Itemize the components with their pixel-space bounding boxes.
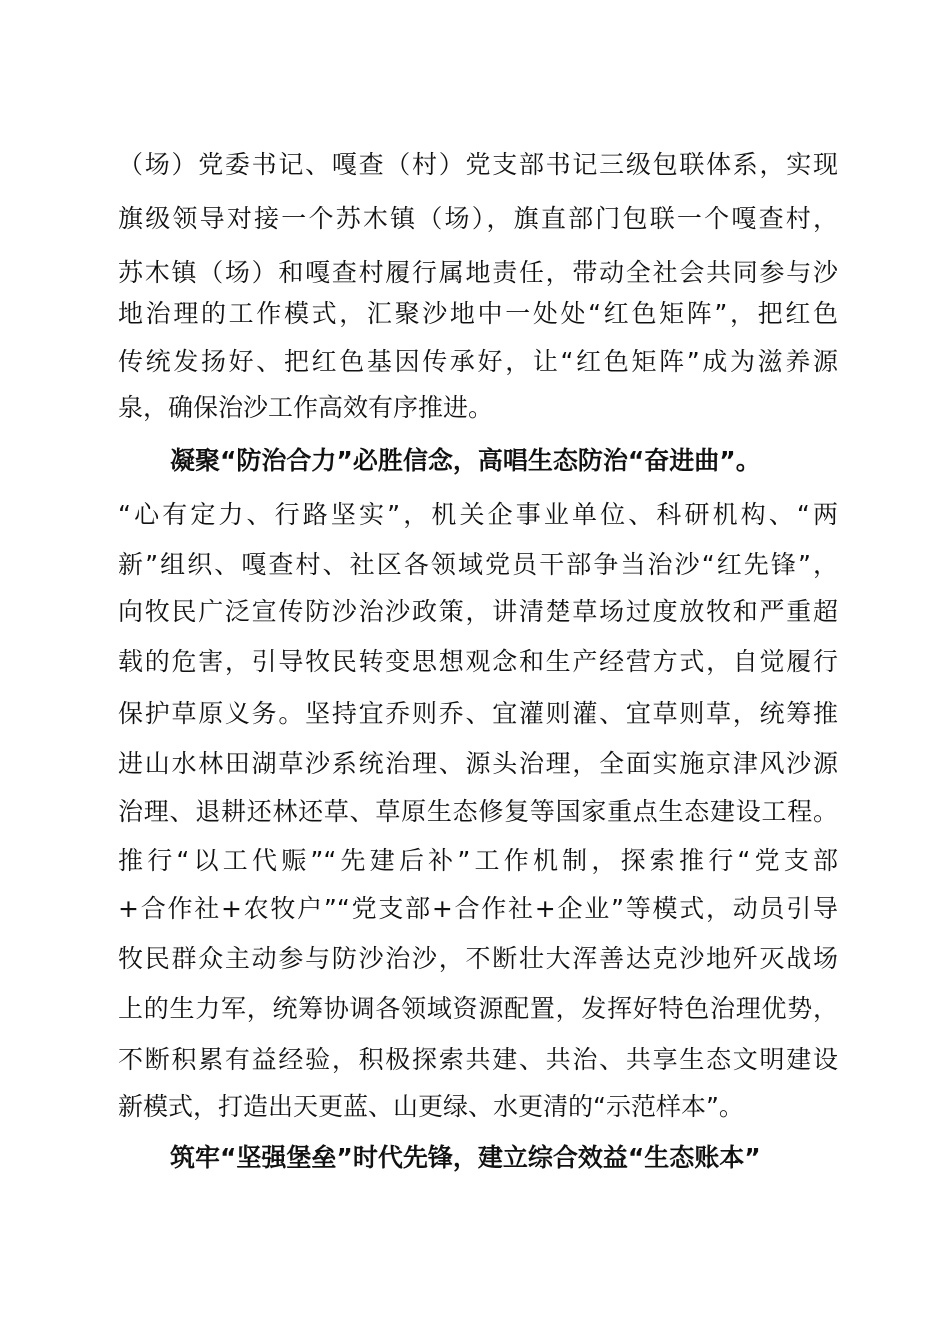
- body-line: 上的生力军，统筹协调各领域资源配置，发挥好特色治理优势，: [118, 994, 838, 1023]
- body-line: 牧民群众主动参与防沙治沙，不断壮大浑善达克沙地歼灭战场: [118, 944, 838, 973]
- body-line: 地治理的工作模式，汇聚沙地中一处处“红色矩阵”，把红色: [118, 299, 838, 328]
- body-line: +合作社+农牧户”“党支部+合作社+企业”等模式，动员引导: [118, 894, 838, 923]
- body-line: 传统发扬好、把红色基因传承好，让“红色矩阵”成为滋养源: [118, 347, 838, 376]
- body-line: 载的危害，引导牧民转变思想观念和生产经营方式，自觉履行: [118, 647, 838, 676]
- body-line: 新模式，打造出天更蓝、山更绿、水更清的“示范样本”。: [118, 1092, 744, 1121]
- section-heading: 凝聚“防治合力”必胜信念，高唱生态防治“奋进曲”。: [170, 446, 761, 475]
- body-line: 泉，确保治沙工作高效有序推进。: [118, 393, 494, 422]
- body-line: 不断积累有益经验，积极探索共建、共治、共享生态文明建设: [118, 1045, 838, 1074]
- body-line: “心有定力、行路坚实”，机关企事业单位、科研机构、“两: [118, 500, 838, 529]
- body-line: 保护草原义务。坚持宜乔则乔、宜灌则灌、宜草则草，统筹推: [118, 699, 838, 728]
- body-line: 旗级领导对接一个苏木镇（场），旗直部门包联一个嘎查村，: [118, 204, 838, 233]
- body-line: 新”组织、嘎查村、社区各领域党员干部争当治沙“红先锋”，: [118, 550, 838, 579]
- body-line: 向牧民广泛宣传防沙治沙政策，讲清楚草场过度放牧和严重超: [118, 597, 838, 626]
- body-line: 推行“以工代赈”“先建后补”工作机制，探索推行“党支部: [118, 846, 838, 875]
- body-line: 进山水林田湖草沙系统治理、源头治理，全面实施京津风沙源: [118, 749, 838, 778]
- body-line: （场）党委书记、嘎查（村）党支部书记三级包联体系，实现: [118, 150, 838, 179]
- body-line: 治理、退耕还林还草、草原生态修复等国家重点生态建设工程。: [118, 797, 838, 826]
- body-line: 苏木镇（场）和嘎查村履行属地责任，带动全社会共同参与沙: [118, 258, 838, 287]
- section-heading: 筑牢“坚强堡垒”时代先锋，建立综合效益“生态账本”: [170, 1143, 761, 1172]
